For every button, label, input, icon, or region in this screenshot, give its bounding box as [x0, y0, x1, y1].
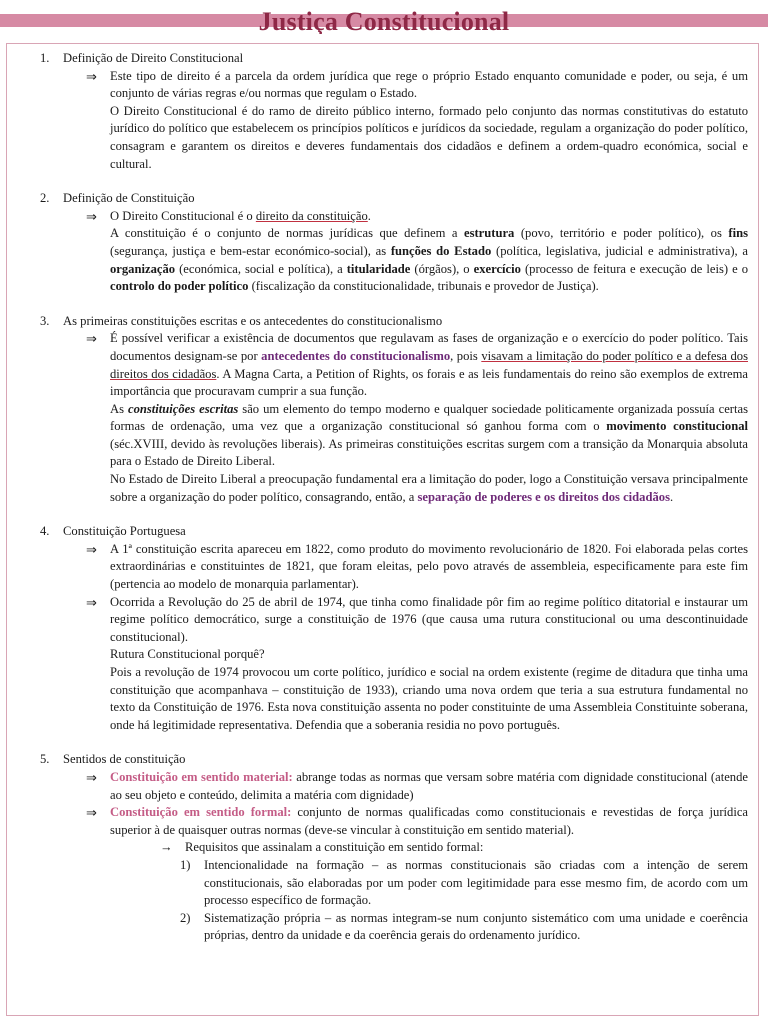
paragraph: Sistematização própria – as normas integram-se num conjunto sistemático com uma unidade e coerência próprias, dentro da unidade e da coerência gerais do ordenamento jurídico. — [204, 910, 748, 943]
double-arrow-icon: ⇒ — [86, 805, 97, 821]
right-arrow-icon: → — [160, 840, 173, 855]
section-title: As primeiras constituições escritas e os antecedentes do constitucionalismo — [63, 313, 443, 328]
section-1 — [0, 50, 768, 173]
bold-term: movimento constitucional — [606, 419, 748, 434]
numbered-item — [0, 910, 768, 945]
bold-term: titularidade — [346, 261, 411, 276]
highlighted-term: Constituição em sentido formal: — [110, 805, 292, 820]
bold-term: controlo do poder político — [110, 279, 249, 294]
section-3 — [0, 313, 768, 507]
highlighted-term: Constituição em sentido material: — [110, 769, 293, 784]
section-number: 4. — [40, 524, 50, 539]
bullet-item — [0, 769, 768, 804]
item-number: 1) — [180, 857, 191, 872]
paragraph: A 1ª constituição escrita apareceu em 1822, como produto do movimento revolucionário de 1820. Foi elaborada pelas cortes extraordinárias e constituintes de 1821, que foram eleitas, pelo povo através de assembleia, especificamente para este fim (pertencia ao modelo de monarquia parlamentar). — [110, 541, 748, 592]
highlighted-term: antecedentes do constitucionalismo — [261, 348, 451, 363]
paragraph — [110, 330, 748, 400]
text-run: (povo, território e poder político), os — [514, 226, 729, 241]
text-run: (órgãos), o — [410, 261, 474, 276]
paragraph: Este tipo de direito é a parcela da ordem jurídica que rege o próprio Estado enquanto comunidade e poder, ou seja, é um conjunto de várias regras e/ou normas que regulam o Estado. — [110, 68, 748, 101]
double-arrow-icon: ⇒ — [86, 208, 97, 224]
bold-term: organização — [110, 261, 176, 276]
sub-bullet-item — [0, 839, 768, 857]
paragraph — [110, 804, 748, 839]
text-run: (fiscalização da constitucionalidade, tribunais e provedor de Justiça). — [248, 279, 599, 294]
double-arrow-icon: ⇒ — [86, 541, 97, 557]
double-arrow-icon: ⇒ — [86, 331, 97, 347]
text-run: . — [367, 208, 371, 223]
section-heading — [0, 523, 768, 541]
bold-term: funções do Estado — [390, 243, 492, 258]
document-body — [0, 50, 768, 962]
text-run: É possível verificar a existência de documentos que regulavam as fases de organização e o exercício do poder político. Tais documentos designam-se por — [110, 331, 748, 363]
bullet-item — [0, 594, 768, 735]
page-title: Justiça Constitucional — [258, 7, 510, 34]
paragraph: Ocorrida a Revolução do 25 de abril de 1974, que tinha como finalidade pôr fim ao regime político ditatorial e instaurar um regime político democrático, surge a constituição de 1976 (que causa uma rutura constitucional ou uma descontinuidade constitucional). — [110, 594, 748, 644]
section-number: 1. — [40, 51, 50, 65]
paragraph: Intencionalidade na formação – as normas constitucionais são criadas com a intenção de serem constitucionais, são elaboradas por um poder com legitimidade para esse mesmo fim, de acordo com um processo específico de formação. — [204, 857, 748, 908]
double-arrow-icon: ⇒ — [86, 68, 97, 84]
double-arrow-icon: ⇒ — [86, 594, 97, 610]
section-number: 3. — [40, 313, 50, 328]
section-number: 5. — [40, 752, 50, 767]
item-number: 2) — [180, 910, 191, 925]
text-run: (processo de feitura e execução de leis) e o — [520, 261, 748, 276]
section-5 — [0, 751, 768, 945]
section-2 — [0, 190, 768, 296]
sub-heading: Requisitos que assinalam a constituição em sentido formal: — [185, 840, 484, 855]
text-run: (segurança, justiça e bem-estar económico-social), as — [110, 243, 391, 258]
paragraph: Pois a revolução de 1974 provocou um corte político, jurídico e social na ordem existente (regime de ditadura que tinha uma constituição que acompanhava – constituição de 1933), criando uma nova ordem que teria a sua estrutura fundamental no texto da Constituição de 1976. Esta nova constituição assenta no poder constituinte de uma Assembleia Constituinte soberana, onde há legitimidade representativa. Defendia que a soberania residia no povo português. — [110, 665, 748, 732]
text-run: A constituição é o conjunto de normas jurídicas que definem a — [110, 226, 464, 241]
paragraph: O Direito Constitucional é do ramo de direito público interno, formado pelo conjunto das normas constitutivas do estatuto jurídico do político que estabelecem os princípios políticos e jurídicos da sociedade, regulam a organização do poder político, consagram e garantem os direitos e deveres fundamentais dos cidadãos e definem a ordem-quadro económica, social e cultural. — [110, 103, 748, 171]
highlighted-term: separação de poderes e os direitos dos cidadãos — [417, 489, 670, 504]
bullet-item — [0, 804, 768, 839]
bullet-item — [0, 208, 768, 296]
paragraph — [110, 401, 748, 471]
section-heading — [0, 751, 768, 769]
text-run: (política, legislativa, judicial e administrativa), a — [491, 243, 748, 258]
paragraph — [110, 225, 748, 295]
text-run: (séc.XVIII, devido às revoluções liberais). As primeiras constituições escritas surgem com a transição da Monarquia absoluta para o Estado de Direito Liberal. — [110, 436, 748, 469]
text-run: . A Magna Carta, a Petition of Rights, os forais e as leis fundamentais do reino são exemplos de extrema importância que procuravam cumprir a sua função. — [110, 366, 748, 399]
section-title: Sentidos de constituição — [63, 752, 186, 767]
bold-term: exercício — [473, 261, 521, 276]
section-4 — [0, 523, 768, 734]
text-run: são um elemento do tempo moderno e qualquer sociedade politicamente organizada possuía certas formas de ordenação, uma vez que a organização constitucional só ganhou forma com o — [110, 401, 748, 434]
text-run: , pois — [450, 348, 482, 363]
bullet-item — [0, 330, 768, 506]
bold-italic-term: constituições escritas — [127, 401, 239, 416]
paragraph — [110, 208, 748, 226]
text-run: O Direito Constitucional é o — [110, 208, 256, 223]
section-title: Definição de Direito Constitucional — [63, 51, 244, 65]
section-heading — [0, 190, 768, 208]
bullet-item — [0, 541, 768, 594]
text-run: abrange todas as normas que versam sobre matéria com dignidade constitucional (atende ao seu objeto e conteúdo, delimita a matéria com dignidade) — [110, 769, 748, 802]
bold-term: estrutura — [463, 226, 515, 241]
text-run: . — [669, 489, 674, 504]
bold-term: fins — [728, 226, 748, 241]
section-number: 2. — [40, 191, 50, 206]
text-run: As — [110, 401, 128, 416]
section-heading — [0, 313, 768, 331]
text-run: No Estado de Direito Liberal a preocupação fundamental era a limitação do poder, logo a Constituição versava principalmente sobre a organização do poder político, consagrando, então, a — [110, 472, 748, 504]
double-arrow-icon: ⇒ — [86, 769, 97, 785]
text-run: (económica, social e política), a — [175, 261, 347, 276]
text-run: conjunto de normas qualificadas como constitucionais e revestidas de força jurídica superior à de quaisquer outras normas (deve-se vincular à constituição em sentido material). — [110, 805, 748, 837]
numbered-item — [0, 857, 768, 910]
underlined-term: visavam a limitação do poder político e a defesa dos direitos dos cidadãos — [110, 348, 748, 381]
paragraph — [110, 769, 748, 804]
section-title: Constituição Portuguesa — [63, 524, 186, 539]
question: Rutura Constitucional porquê? — [110, 647, 265, 662]
section-heading — [0, 50, 768, 68]
paragraph — [110, 471, 748, 506]
underlined-term: direito da constituição — [255, 208, 368, 223]
section-title: Definição de Constituição — [63, 191, 195, 206]
bullet-item — [0, 68, 768, 174]
